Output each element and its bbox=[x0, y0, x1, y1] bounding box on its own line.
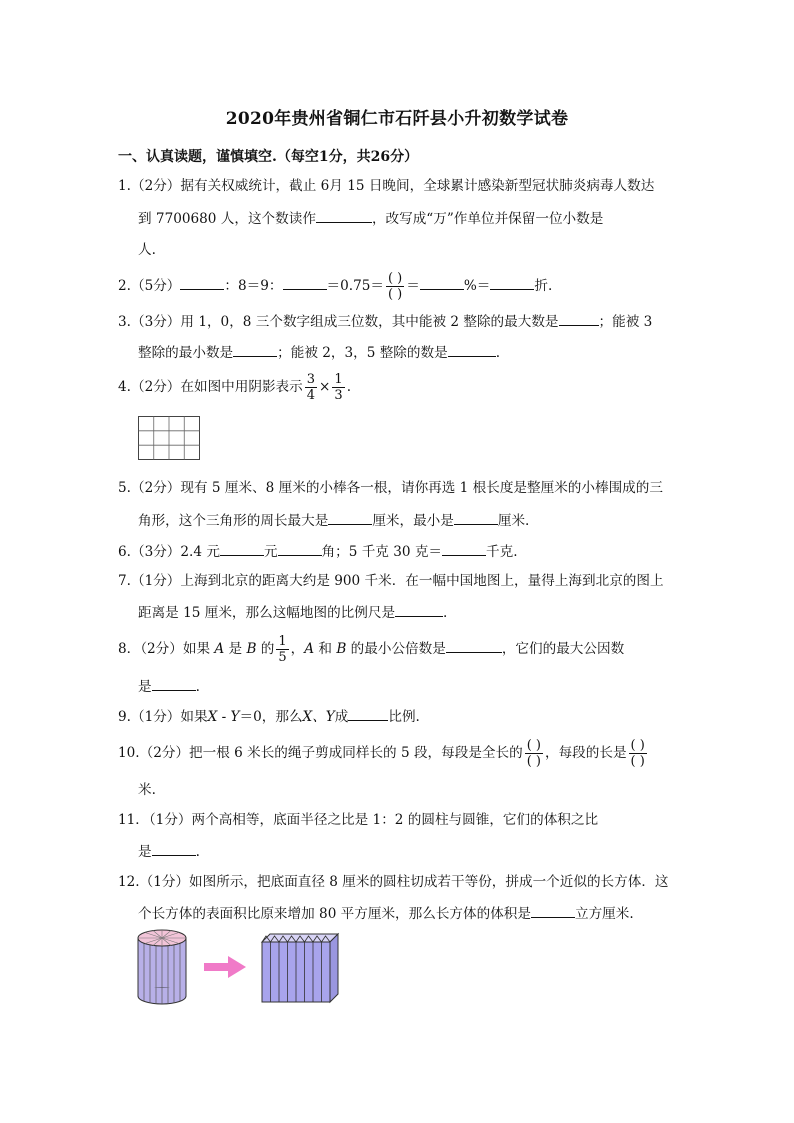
q1-line1: 1.（2分）据有关权威统计，截止 6月 15 日晚间，全球累计感染新型冠状肺炎病毒人数达 bbox=[118, 178, 655, 194]
answer-blank[interactable] bbox=[420, 275, 464, 290]
shading-grid[interactable] bbox=[138, 416, 200, 460]
answer-blank[interactable] bbox=[152, 676, 196, 691]
fraction-blank[interactable]: $\frac{( )}{( )}$ bbox=[526, 738, 541, 769]
answer-blank[interactable] bbox=[348, 706, 388, 721]
fraction-1-3: $\frac{1}{3}$ bbox=[334, 372, 343, 403]
q12-line1: 12.（1分）如图所示，把底面直径 8 厘米的圆柱切成若干等份，拼成一个近似的长方体．这 bbox=[118, 874, 669, 890]
q7-line2: 距离是 15 厘米，那么这幅地图的比例尺是 . bbox=[138, 602, 447, 623]
section-heading: 一、认真读题，谨慎填空.（每空1分，共26分） bbox=[118, 149, 419, 165]
answer-blank[interactable] bbox=[454, 510, 498, 525]
cuboid-icon bbox=[262, 934, 338, 1002]
page-title: 2020年贵州省铜仁市石阡县小升初数学试卷 bbox=[225, 109, 569, 129]
answer-blank[interactable] bbox=[531, 903, 575, 918]
q8-line2: 是 . bbox=[138, 676, 200, 697]
answer-blank[interactable] bbox=[490, 275, 534, 290]
answer-blank[interactable] bbox=[328, 510, 372, 525]
answer-blank[interactable] bbox=[152, 841, 196, 856]
answer-blank[interactable] bbox=[278, 541, 322, 556]
answer-blank[interactable] bbox=[448, 342, 496, 357]
q2-line: 2.（5分） ：8＝9： ＝0.75＝ $\frac{( )}{( )}$ ＝ %＝ 折. bbox=[118, 271, 553, 302]
q10-line1: 10.（2分）把一根 6 米长的绳子剪成同样长的 5 段，每段是全长的 $\frac{( )}{( )}$ ，每段的长是 $\frac{( )}{( )}$ bbox=[118, 738, 645, 769]
q6-line: 6.（3分）2.4 元 元 角；5 千克 30 克＝ 千克. bbox=[118, 541, 518, 562]
cylinder-icon bbox=[138, 930, 186, 1004]
answer-blank[interactable] bbox=[316, 208, 372, 223]
q4-line: 4.（2分）在如图中用阴影表示 $\frac{3}{4}$ × $\frac{1}{3}$ . bbox=[118, 372, 352, 403]
fraction-3-4: $\frac{3}{4}$ bbox=[306, 372, 316, 403]
answer-blank[interactable] bbox=[446, 638, 502, 653]
answer-blank[interactable] bbox=[442, 541, 486, 556]
q5-line1: 5.（2分）现有 5 厘米、8 厘米的小棒各一根，请你再选 1 根长度是整厘米的小棒围成的三 bbox=[118, 480, 663, 496]
q3-line1: 3.（3分）用 1，0，8 三个数字组成三位数，其中能被 2 整除的最大数是 ；能被 3 bbox=[118, 311, 652, 332]
cylinder-to-cuboid-figure bbox=[134, 926, 344, 1008]
q11-line1: 11．（1分）两个高相等，底面半径之比是 1：2 的圆柱与圆锥，它们的体积之比 bbox=[118, 812, 599, 828]
q9-line: 9.（1分）如果X - Y＝0，那么X、Y成 比例. bbox=[118, 706, 420, 727]
arrow-right-icon bbox=[204, 956, 246, 978]
q8-line1: 8．（2分）如果 A 是 B 的 $\frac{1}{5}$ ，A 和 B 的最小公倍数是 ，它们的最大公因数 bbox=[118, 634, 625, 665]
answer-blank[interactable] bbox=[283, 275, 327, 290]
q12-line2: 个长方体的表面积比原来增加 80 平方厘米，那么长方体的体积是 立方厘米. bbox=[138, 903, 634, 924]
answer-blank[interactable] bbox=[233, 342, 277, 357]
q3-line2: 整除的最小数是 ；能被 2，3，5 整除的数是 . bbox=[138, 342, 500, 363]
q11-line2: 是 . bbox=[138, 841, 200, 862]
q7-line1: 7.（1分）上海到北京的距离大约是 900 千米．在一幅中国地图上，量得上海到北京的图上 bbox=[118, 573, 664, 589]
answer-blank[interactable] bbox=[180, 275, 224, 290]
fraction-blank[interactable]: $\frac{( )}{( )}$ bbox=[630, 738, 645, 769]
answer-blank[interactable] bbox=[395, 602, 443, 617]
q10-line2: 米. bbox=[138, 782, 156, 798]
fraction-1-5: $\frac{1}{5}$ bbox=[278, 634, 287, 665]
answer-blank[interactable] bbox=[559, 311, 599, 326]
answer-blank[interactable] bbox=[220, 541, 264, 556]
q1-line2: 到 7700680 人，这个数读作 ，改写成“万”作单位并保留一位小数是 bbox=[138, 208, 603, 229]
fraction-blank[interactable]: $\frac{( )}{( )}$ bbox=[387, 271, 403, 302]
q1-line3: 人. bbox=[138, 242, 156, 258]
q5-line2: 角形，这个三角形的周长最大是 厘米，最小是 厘米. bbox=[138, 510, 529, 531]
